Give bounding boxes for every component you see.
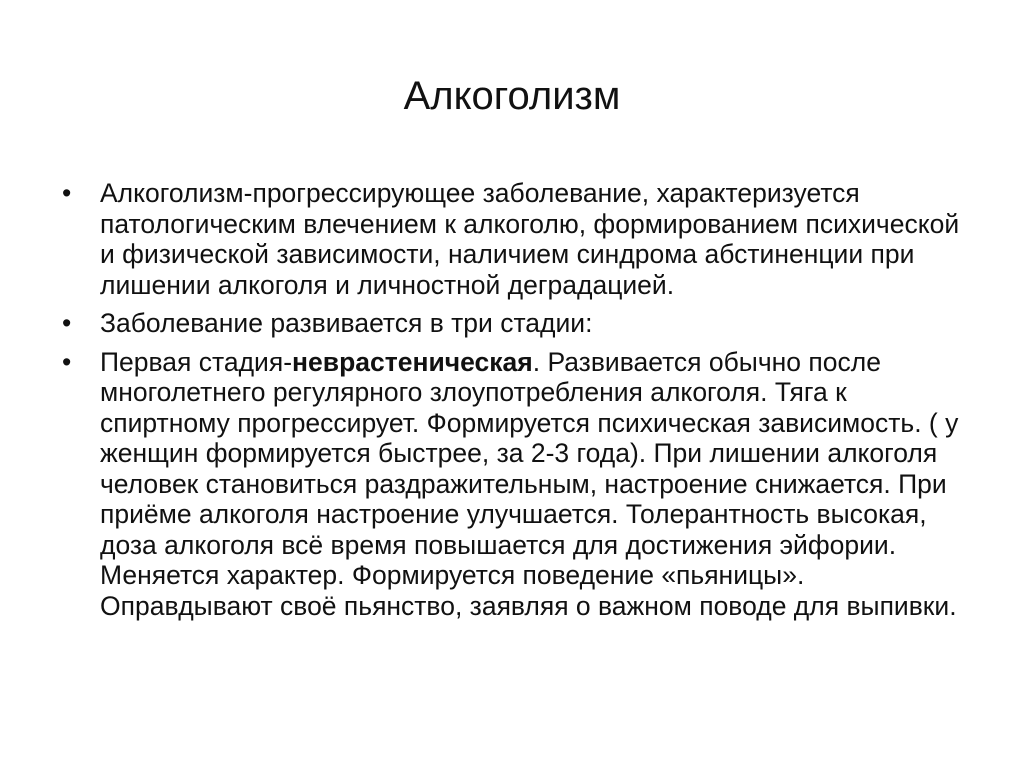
bullet-item [62, 178, 972, 300]
bullet-item [62, 308, 972, 339]
bullet-text: Алкоголизм-прогрессирующее заболевание, характеризуется патологическим влечением к алкоголю, формированием психической и физической зависимости, наличием синдрома абстиненции при лишении алкоголя и личностной деградацией. [100, 178, 960, 300]
bullet-dot-icon: • [62, 308, 72, 338]
bullet-list [62, 178, 972, 629]
bullet-text-suffix: . Развивается обычно после многолетнего регулярного злоупотребления алкоголя. Тяга к спиртному прогрессирует. Формируется психическая зависимость. ( у женщин формируется быстрее, за 2-3 года). При лишении алкоголя человек становиться раздражительным, настроение снижается. При приёме алкоголя настроение улучшается. Толерантность высокая, доза алкоголя всё время повышается для достижения эйфории. Меняется характер. Формируется поведение «пьяницы». Оправдывают своё пьянство, заявляя о важном поводе для выпивки. [100, 346, 959, 621]
bullet-text: Заболевание развивается в три стадии: [100, 308, 593, 338]
bullet-item [62, 347, 972, 622]
slide-title: Алкоголизм [403, 74, 621, 118]
bullet-text-prefix: Первая стадия- [100, 346, 293, 377]
bullet-dot-icon: • [62, 178, 72, 208]
bullet-text-bold: неврастеническая [292, 346, 533, 377]
bullet-dot-icon: • [62, 346, 72, 377]
